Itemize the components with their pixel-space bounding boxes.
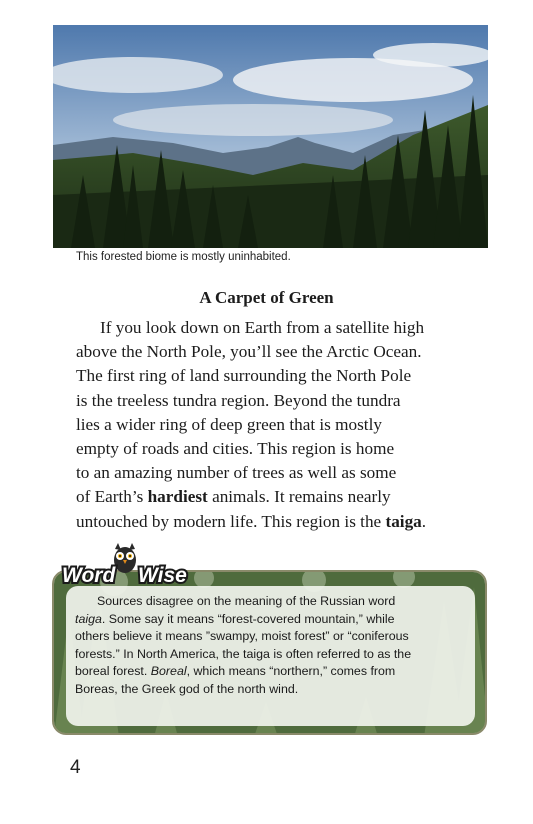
body-line: above the North Pole, you’ll see the Arctic Ocean. [76, 342, 422, 362]
word-wise-fragment: . Some say it means “forest-covered mountain,” while [101, 611, 395, 626]
word-wise-box [52, 566, 487, 736]
body-text-fragment: untouched by modern life. This region is the [76, 511, 386, 531]
word-wise-text [75, 593, 470, 699]
word-wise-line: Sources disagree on the meaning of the Russian word [97, 594, 396, 608]
body-text-fragment: of Earth’s [76, 487, 148, 507]
photo-caption: This forested biome is mostly uninhabited. [76, 251, 291, 263]
word-wise-term-boreal: Boreal [150, 664, 187, 679]
body-line: If you look down on Earth from a satellite high [100, 318, 425, 337]
section-heading: A Carpet of Green [199, 288, 334, 307]
word-wise-line: Boreas, the Greek god of the north wind. [75, 681, 299, 696]
word-wise-fragment: , which means “northern,” comes from [186, 664, 396, 679]
body-paragraph [76, 316, 496, 534]
owl-icon [114, 543, 136, 573]
page-number: 4 [70, 757, 81, 778]
word-wise-badge [58, 543, 208, 589]
body-line: lies a wider ring of deep green that is mostly [76, 414, 382, 434]
word-wise-line: forests.” In North America, the taiga is often referred to as the [75, 646, 412, 661]
badge-word: Word [62, 564, 116, 587]
body-text-fragment: animals. It remains nearly [207, 487, 391, 507]
badge-wise: Wise [138, 564, 187, 587]
word-wise-line: others believe it means ”swampy, moist forest” or “coniferous [75, 629, 409, 644]
vocab-word-hardiest: hardiest [147, 487, 208, 507]
word-wise-line [75, 611, 470, 629]
body-line: The first ring of land surrounding the North Pole [76, 366, 412, 386]
body-line: to an amazing number of trees as well as some [76, 463, 397, 483]
body-line [76, 510, 496, 534]
forest-photo [53, 25, 488, 248]
body-text-fragment: . [421, 511, 427, 531]
word-wise-line [75, 663, 470, 681]
body-line: empty of roads and cities. This region is home [76, 439, 395, 459]
vocab-word-taiga: taiga [385, 511, 422, 531]
word-wise-fragment: boreal forest. [75, 664, 151, 679]
word-wise-term-taiga: taiga [75, 611, 102, 626]
body-line [76, 485, 496, 509]
body-line: is the treeless tundra region. Beyond the tundra [76, 390, 401, 410]
